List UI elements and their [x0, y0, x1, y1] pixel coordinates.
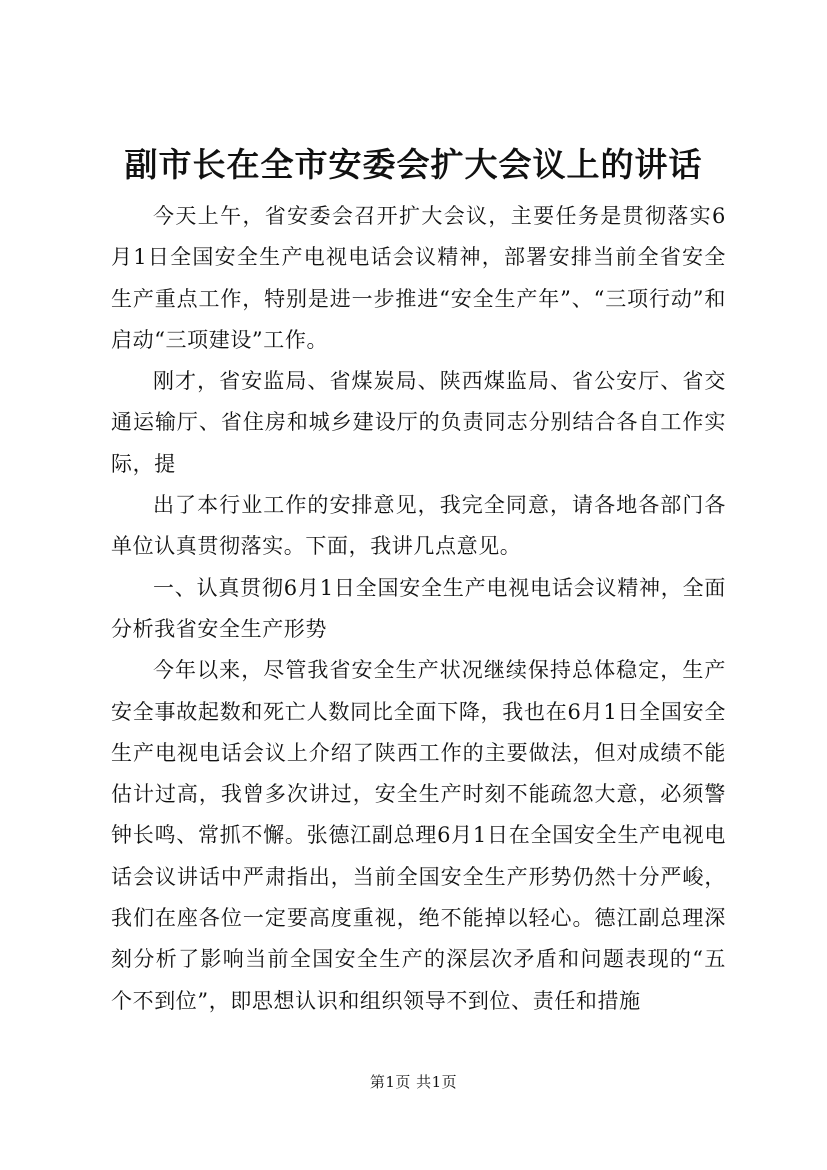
paragraph-situation: 今年以来，尽管我省安全生产状况继续保持总体稳定，生产安全事故起数和死亡人数同比全面下降，我也在6月1日全国安全生产电视电话会议上介绍了陕西工作的主要做法，但对成绩不能估计过高，我曾多次讲过，安全生产时刻不能疏忽大意，必须警钟长鸣、常抓不懈。张德江副总理6月1日在全国安全生产电视电话会议讲话中严肃指出，当前全国安全生产形势仍然十分严峻，我们在座各位一定要高度重视，绝不能掉以轻心。德江副总理深刻分析了影响当前全国安全生产的深层次矛盾和问题表现的“五个不到位”，即思想认识和组织领导不到位、责任和措施	[111, 658, 726, 1013]
section-heading-1: 一、认真贯彻6月1日全国安全生产电视电话会议精神，全面分析我省安全生产形势	[111, 575, 726, 641]
document-title: 副市长在全市安委会扩大会议上的讲话	[124, 145, 703, 184]
paragraph-departments: 刚才，省安监局、省煤炭局、陕西煤监局、省公安厅、省交通运输厅、省住房和城乡建设厅的负责同志分别结合各自工作实际，提	[111, 369, 726, 476]
document-body	[111, 196, 726, 1022]
page-footer: 第1页 共1页	[369, 1073, 458, 1091]
paragraph-agreement: 出了本行业工作的安排意见，我完全同意，请各地各部门各单位认真贯彻落实。下面，我讲几点意见。	[111, 493, 726, 559]
paragraph-intro: 今天上午，省安委会召开扩大会议，主要任务是贯彻落实6月1日全国安全生产电视电话会议精神，部署安排当前全省安全生产重点工作，特别是进一步推进“安全生产年”、“三项行动”和启动“三项建设”工作。	[111, 204, 726, 352]
